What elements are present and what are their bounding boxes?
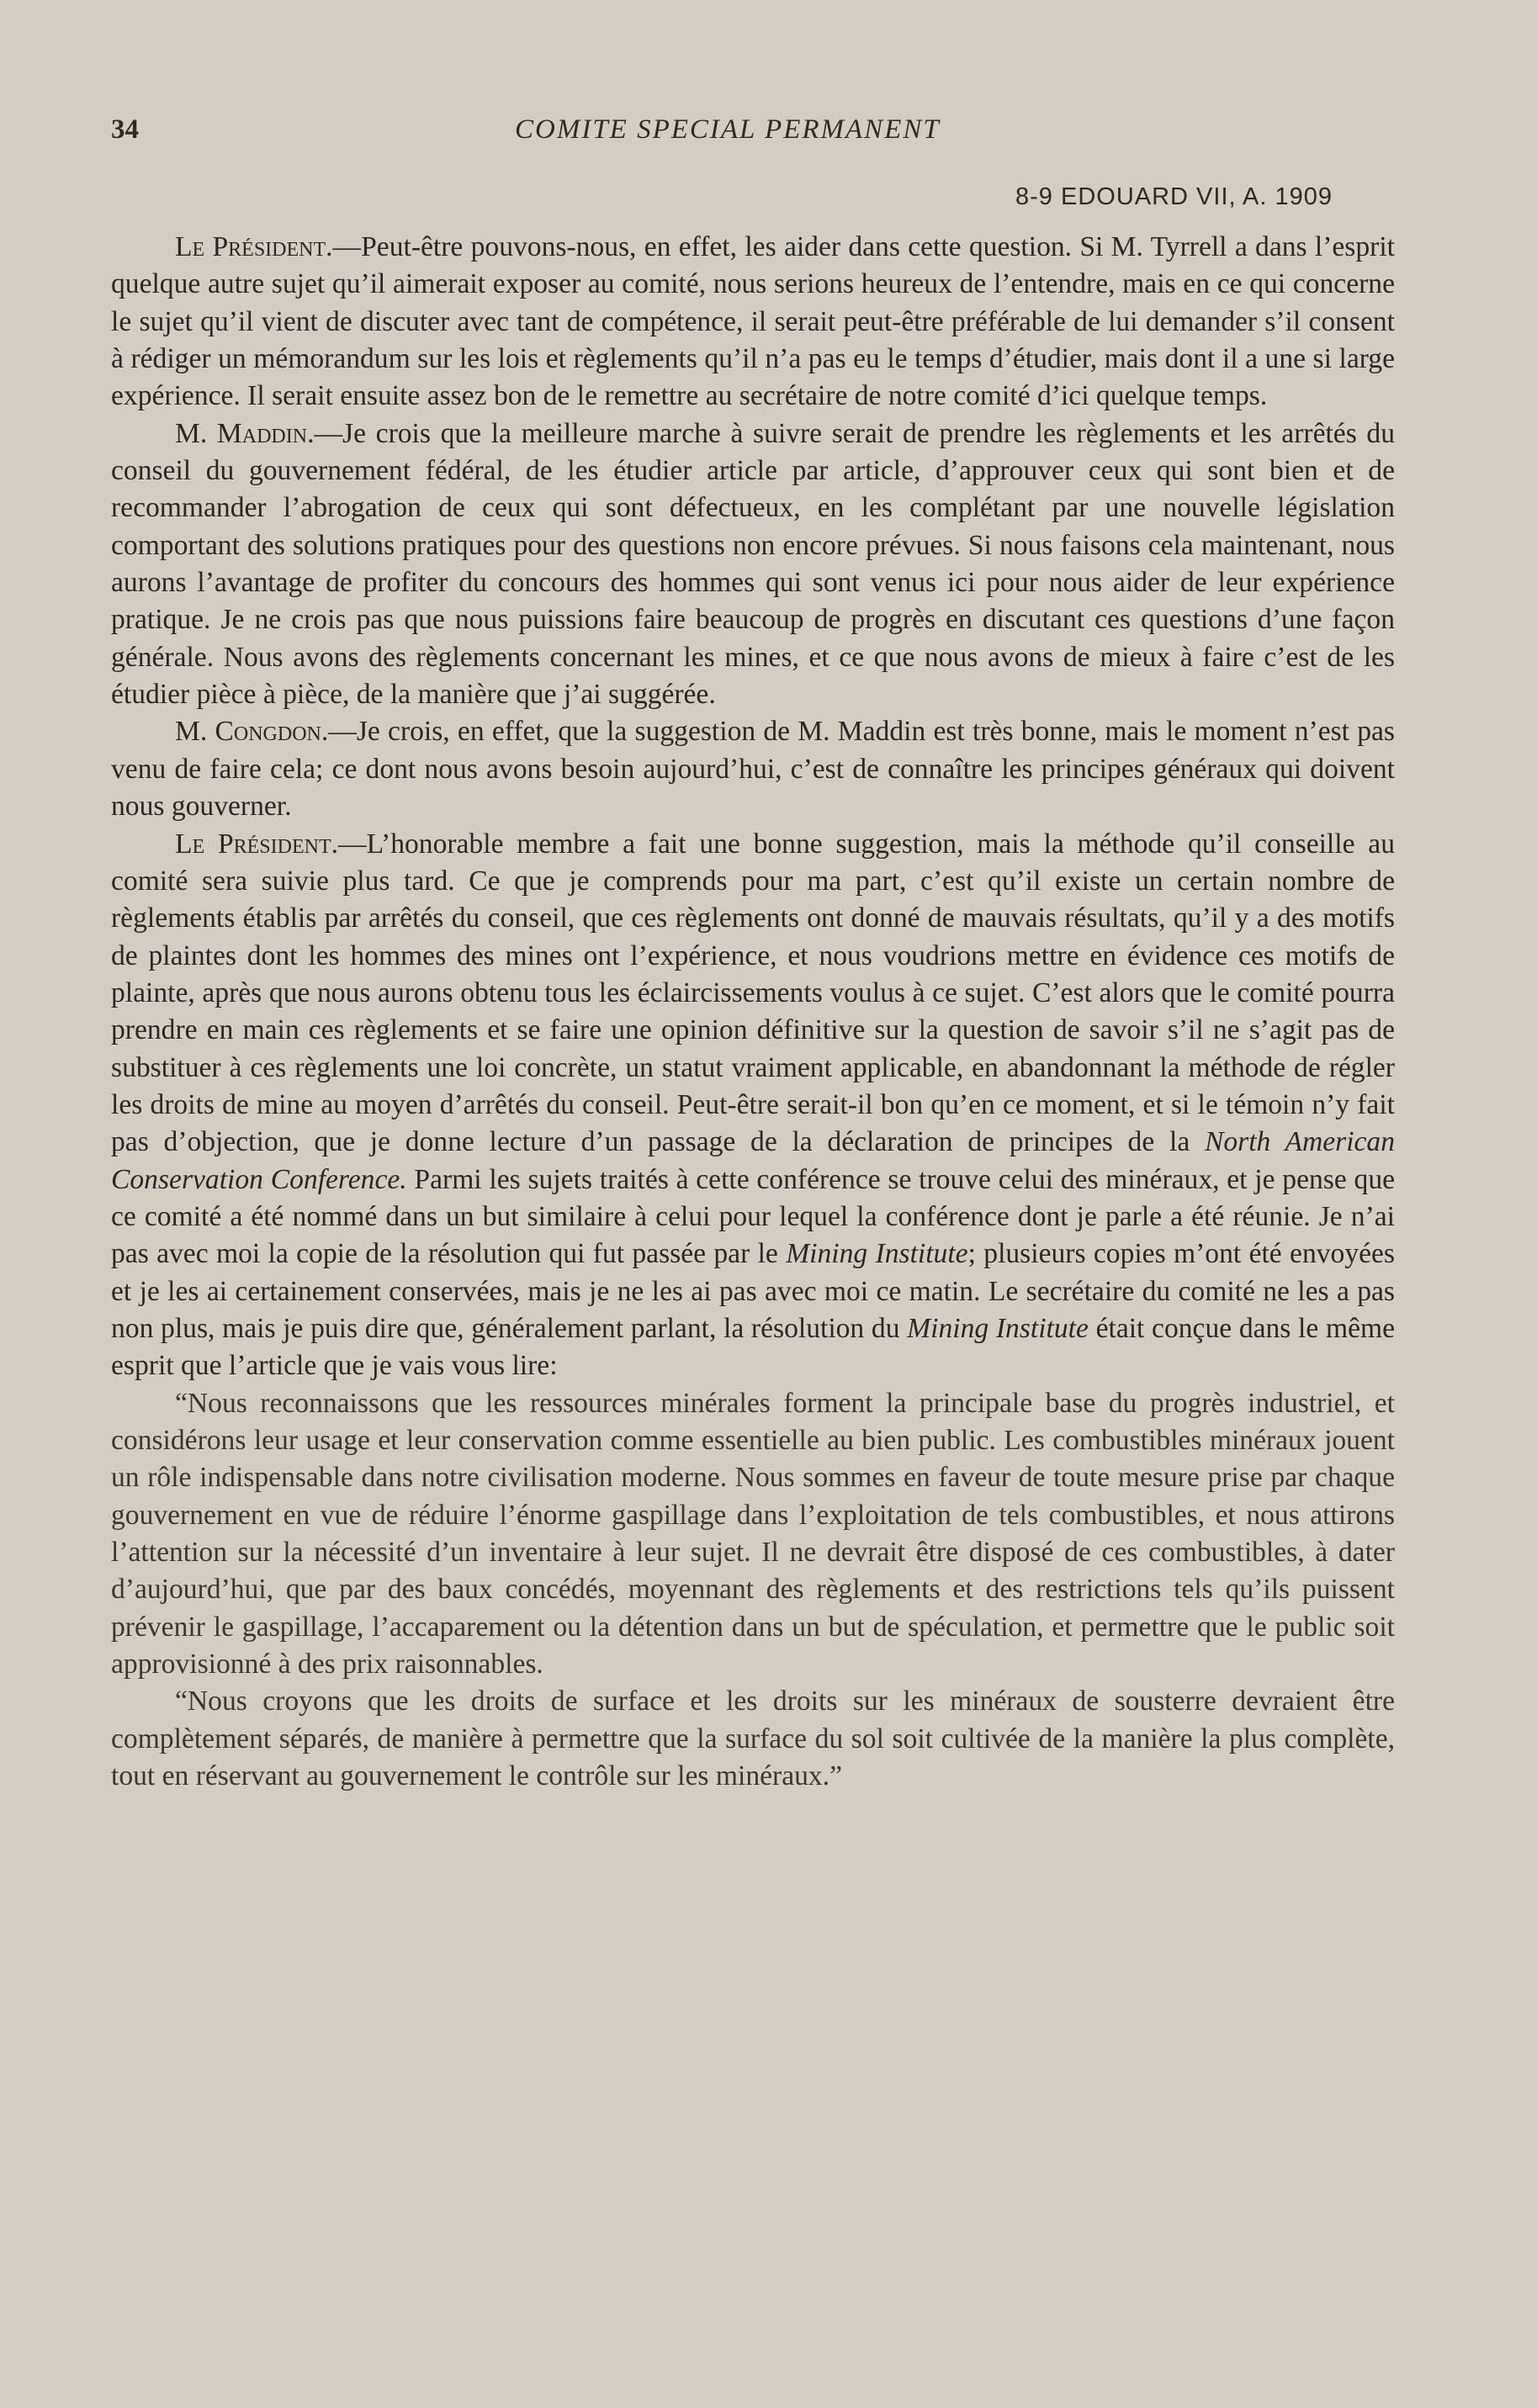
speech-text: —L’honorable membre a fait une bonne suggestion, mais la méthode qu’il conseille au comité sera suivie plus tard. Ce que je comprends pour ma part, c’est qu’il existe un certain nombre de règlements établis par arrêtés du conseil, que ces règlements ont donné de mauvais résultats, qu’il y a des motifs de plaintes dont les hommes des mines ont l’expérience, et nous voudrions mettre en évidence ces motifs de plainte, après que nous aurons obtenu tous les éclaircissements voulus à ce sujet. C’est alors que le comité pourra prendre en main ces règlements et se faire une opinion définitive sur la question de savoir s’il ne s’agit pas de substituer à ces règlements une loi concrète, un statut vraiment applicable, en abandonnant la méthode de régler les droits de mine au moyen d’arrêtés du conseil. Peut-être serait-il bon qu’en ce moment, et si le témoin n’y fait pas d’objection, que je donne lecture d’un passage de la déclaration de principes de la xyxy=(111,828,1395,1158)
session-info: 8-9 EDOUARD VII, A. 1909 xyxy=(1015,183,1333,210)
speech-text: était conçue dans le même esprit que l’article que je vais vous lire: xyxy=(111,1312,1396,1382)
paragraph-president-2 xyxy=(111,826,1395,1385)
body-text xyxy=(111,229,1395,1795)
institute-name: Mining Institute xyxy=(786,1238,968,1270)
speech-text: —Peut-être pouvons-nous, en effet, les aider dans cette question. Si M. Tyrrell a dans l’esprit quelque autre sujet qu’il aimerait exposer au comité, nous serions heureux de l’entendre, mais en ce qui concerne le sujet qu’il vient de discuter avec tant de compétence, il serait peut-être préférable de lui demander s’il consent à rédiger un mémorandum sur les lois et règlements qu’il n’a pas eu le temps d’étudier, mais dont il a une si large expérience. Il serait ensuite assez bon de le remettre au secrétaire de notre comité d’ici quelque temps. xyxy=(111,231,1395,412)
institute-name: Mining Institute xyxy=(907,1312,1089,1344)
speaker-name: M. Congdon. xyxy=(175,716,329,748)
speech-text: ; plusieurs copies m’ont été envoyées et je les ai certainement conservées, mais je ne les ai pas avec moi ce matin. Le secrétaire du comité ne les a pas non plus, mais je puis dire que, généralement parlant, la résolution du xyxy=(111,1238,1395,1344)
running-title: COMITE SPECIAL PERMANENT xyxy=(515,114,941,145)
quote-paragraph: “Nous croyons que les droits de surface et les droits sur les minéraux de sousterre devraient être complètement séparés, de manière à permettre que la surface du sol soit cultivée de la manière la plus complète, tout en réservant au gouvernement le contrôle sur les minéraux.” xyxy=(111,1686,1395,1792)
page-number: 34 xyxy=(111,114,139,145)
paragraph-president-1 xyxy=(111,229,1395,415)
speech-text: —Je crois que la meilleure marche à suivre serait de prendre les règlements et les arrêtés du conseil du gouvernement fédéral, de les étudier article par article, d’approuver ceux qui sont bien et de recommander l’abrogation de ceux qui sont défectueux, en les complétant par une nouvelle législation comportant des solutions pratiques pour des questions non encore prévues. Si nous faisons cela maintenant, nous aurons l’avantage de profiter du concours des hommes qui sont venus ici pour nous aider de leur expérience pratique. Je ne crois pas que nous puissions faire beaucoup de progrès en discutant ces questions d’une façon générale. Nous avons des règlements concernant les mines, et ce que nous avons de mieux à faire c’est de les étudier pièce à pièce, de la manière que j’ai suggérée. xyxy=(111,417,1395,711)
speech-text: Parmi les sujets traités à cette conférence se trouve celui des minéraux, et je pense que ce comité a été nommé dans un but similaire à celui pour lequel la conférence dont je parle a été réunie. Je n’ai pas avec moi la copie de la résolution qui fut passée par le xyxy=(111,1163,1396,1270)
speaker-name: Le Président. xyxy=(175,828,339,860)
paragraph-congdon xyxy=(111,713,1395,825)
conference-name: North American Conservation Conference. xyxy=(111,1126,1396,1195)
quote-paragraph: “Nous reconnaissons que les ressources minérales forment la principale base du progrès industriel, et considérons leur usage et leur conservation comme essentielle au bien public. Les combustibles minéraux jouent un rôle indispensable dans notre civilisation moderne. Nous sommes en faveur de toute mesure prise par chaque gouvernement en vue de réduire l’énorme gaspillage dans l’exploitation de tels combustibles, et nous attirons l’attention sur la nécessité d’un inventaire à leur sujet. Il ne devrait être disposé de ces combustibles, à dater d’aujourd’hui, que par des baux concédés, moyennant des règlements et des restrictions tels qu’ils puissent prévenir le gaspillage, l’accaparement ou la détention dans un but de spéculation, et permettre que le public soit approvisionné à des prix raisonnables. xyxy=(111,1387,1395,1680)
page-header xyxy=(111,114,1398,156)
speech-text: —Je crois, en effet, que la suggestion de M. Maddin est très bonne, mais le moment n’est pas venu de faire cela; ce dont nous avons besoin aujourd’hui, c’est de connaître les principes généraux qui doivent nous gouverner. xyxy=(111,716,1395,823)
paragraph-maddin xyxy=(111,415,1395,714)
speaker-name: M. Maddin. xyxy=(175,417,315,449)
speaker-name: Le Président. xyxy=(175,231,333,262)
